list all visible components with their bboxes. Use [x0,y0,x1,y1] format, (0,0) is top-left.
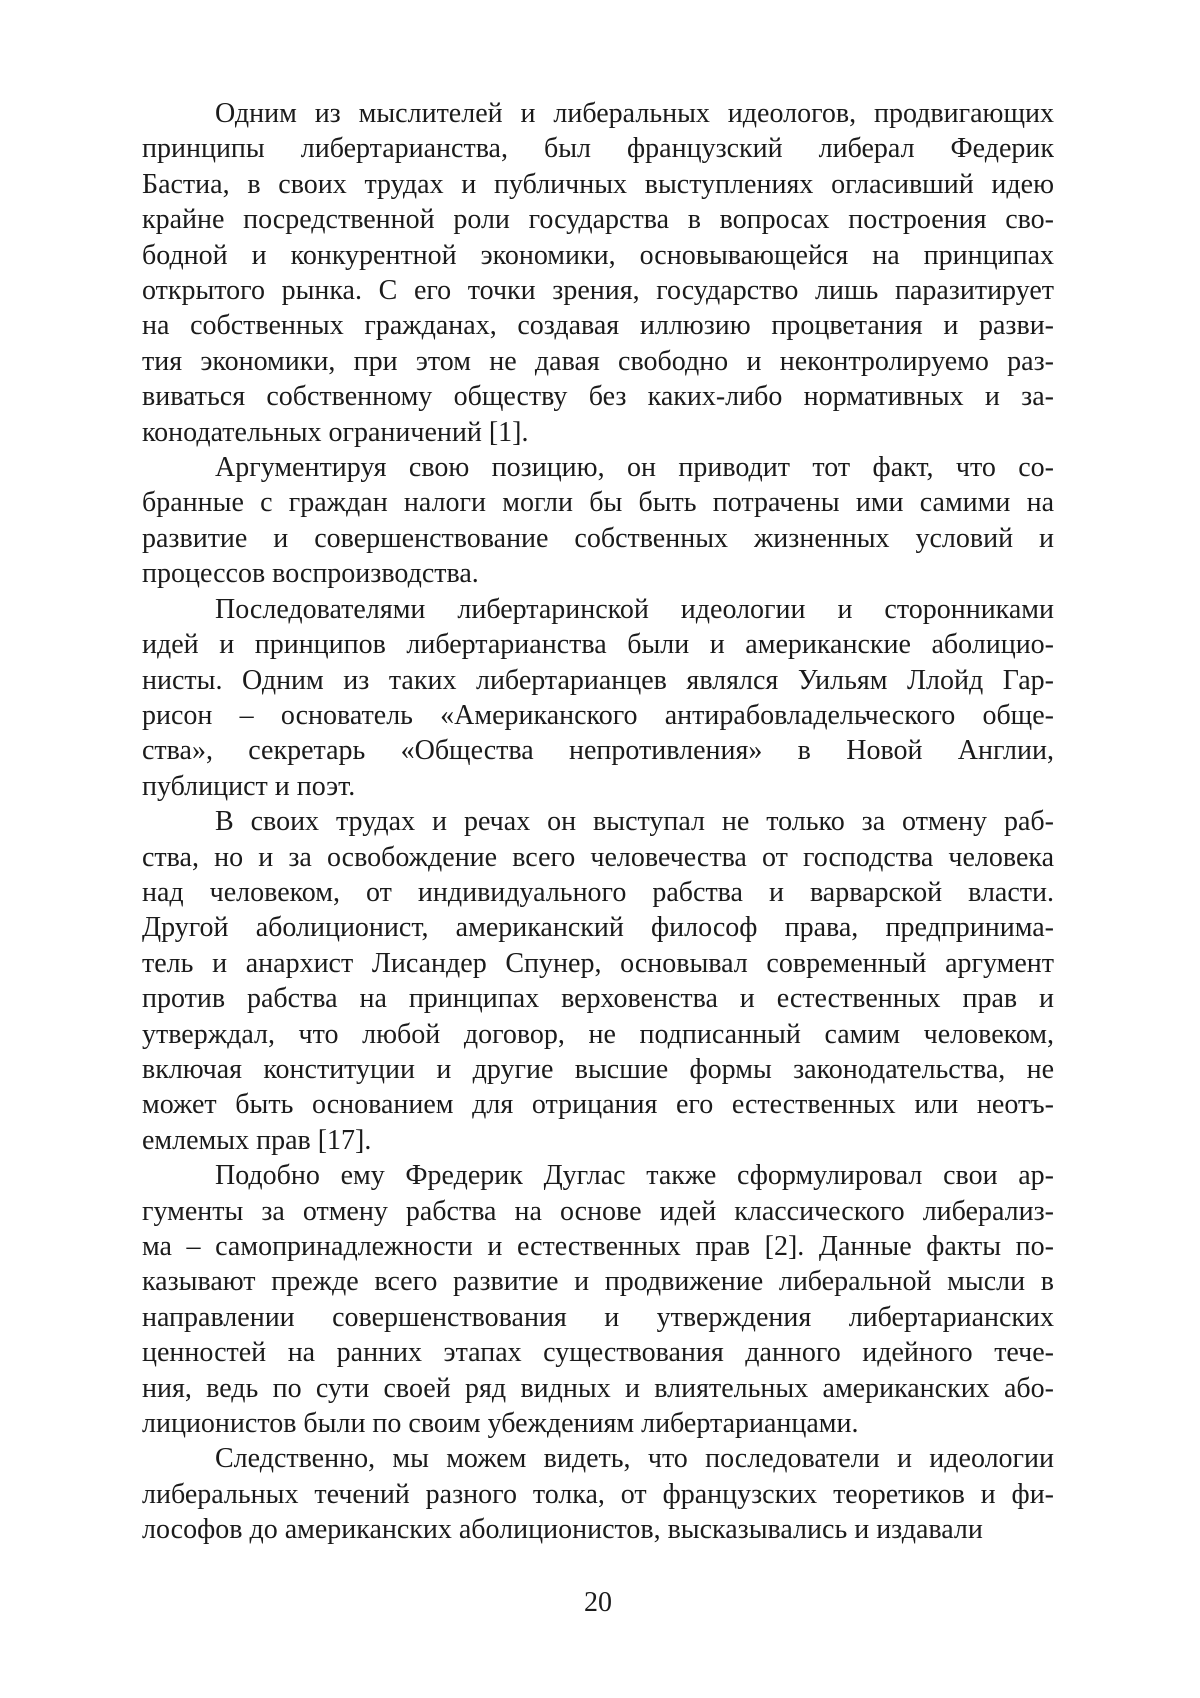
text-line: Аргументируя свою позицию, он приводит тот факт, что со- [215,452,1054,484]
text-line: включая конституции и другие высшие формы законодательства, не [142,1053,1054,1085]
text-line: ства», секретарь «Общества непротивления» в Новой Англии, [142,735,1054,767]
text-line: над человеком, от индивидуального рабства и варварской власти. [142,876,1054,908]
text-line: ства, но и за освобождение всего человечества от господства человека [142,841,1054,873]
text-line: публицист и поэт. [142,770,356,802]
text-line: гументы за отмену рабства на основе идей классического либерализ- [142,1195,1054,1227]
text-line: нисты. Одним из таких либертарианцев являлся Уильям Ллойд Гар- [142,664,1054,696]
paragraph [142,96,1054,450]
text-line: идей и принципов либертарианства были и американские аболицио- [142,629,1054,661]
text-line: ма – самопринадлежности и естественных прав [2]. Данные факты по- [142,1231,1054,1262]
paragraph [142,592,1054,804]
text-line: ния, ведь по сути своей ряд видных и влиятельных американских або- [142,1372,1054,1404]
text-line: тия экономики, при этом не давая свободно и неконтролируемо раз- [142,345,1054,377]
text-line: процессов воспроизводства. [142,558,479,590]
text-line: виваться собственному обществу без каких-либо нормативных и за- [142,381,1054,413]
text-line: Подобно ему Фредерик Дуглас также сформулировал свои ар- [215,1160,1054,1192]
text-line: может быть основанием для отрицания его естественных или неотъ- [142,1089,1054,1121]
text-line: Одним из мыслителей и либеральных идеологов, продвигающих [215,98,1054,129]
text-line: емлемых прав [17]. [142,1124,372,1156]
text-line: крайне посредственной роли государства в вопросах построения сво- [142,204,1054,236]
text-line: либеральных течений разного толка, от французских теоретиков и фи- [142,1478,1054,1510]
paragraph [142,1441,1054,1547]
text-line: направлении совершенствования и утверждения либертарианских [142,1301,1054,1333]
text-line: принципы либертарианства, был французский либерал Федерик [142,133,1054,165]
text-line: Последователями либертаринской идеологии и сторонниками [215,593,1054,625]
text-line: рисон – основатель «Американского антирабовладельческого обще- [142,699,1054,731]
text-line: конодательных ограничений [1]. [142,416,529,448]
text-line: казывают прежде всего развитие и продвижение либеральной мысли в [142,1266,1054,1298]
page-number: 20 [584,1587,612,1618]
text-line: открытого рынка. С его точки зрения, государство лишь паразитирует [142,275,1054,307]
text-line: Другой аболиционист, американский философ права, предпринима- [142,912,1054,944]
text-block [142,96,1054,1548]
text-line: утверждал, что любой договор, не подписанный самим человеком, [142,1018,1054,1050]
text-line: на собственных гражданах, создавая иллюзию процветания и разви- [142,310,1054,342]
text-line: лиционистов были по своим убеждениям либертарианцами. [142,1408,859,1440]
text-line: бранные с граждан налоги могли бы быть потрачены ими самими на [142,487,1054,519]
text-line: В своих трудах и речах он выступал не только за отмену раб- [215,806,1054,838]
text-line: бодной и конкурентной экономики, основывающейся на принципах [142,239,1054,271]
text-line: тель и анархист Лисандер Спунер, основывал современный аргумент [142,947,1054,979]
text-line: лософов до американских аболиционистов, высказывались и издавали [142,1514,983,1546]
paragraph [142,450,1054,592]
text-line: Следственно, мы можем видеть, что последователи и идеологии [215,1443,1054,1475]
text-line: Бастиа, в своих трудах и публичных выступлениях огласивший идею [142,168,1054,200]
text-line: ценностей на ранних этапах существования данного идейного тече- [142,1337,1054,1369]
text-line: против рабства на принципах верховенства и естественных прав и [142,983,1054,1015]
text-line: развитие и совершенствование собственных жизненных условий и [142,522,1054,554]
paragraph [142,1158,1054,1441]
paragraph [142,804,1054,1158]
